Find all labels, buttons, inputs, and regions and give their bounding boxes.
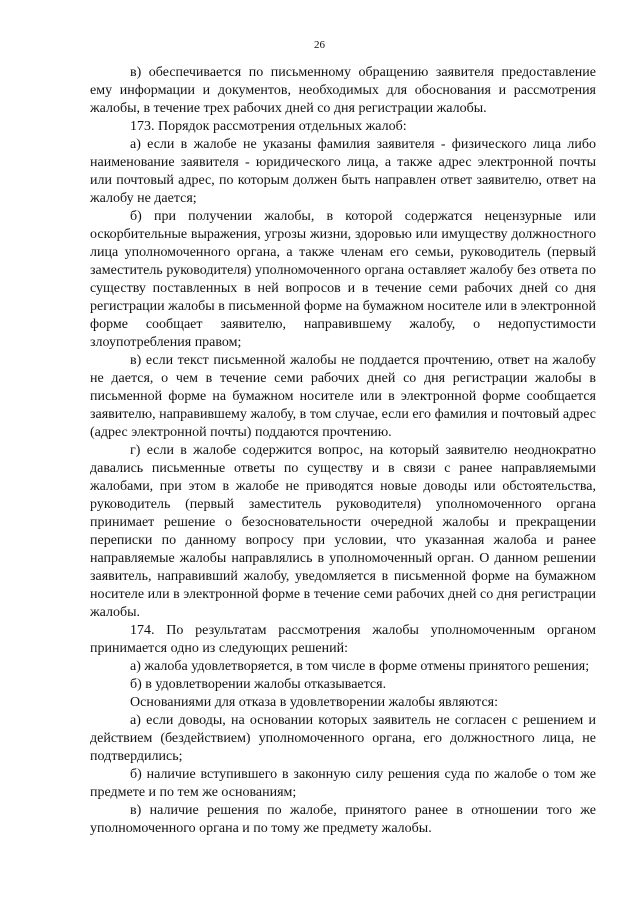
paragraph-173-v: в) если текст письменной жалобы не поддается прочтению, ответ на жалобу не дается, о чем в течение семи рабочих дней со дня регистрации жалобы в письменной форме на бумажном носителе или в электронной форме сообщается заявителю, направившему жалобу, в том случае, если его фамилия и почтовый адрес (адрес электронной почты) поддаются прочтению. [90,353,596,440]
document-body [90,64,596,838]
paragraph-refusal-b: б) наличие вступившего в законную силу решения суда по жалобе о том же предмете и по тем же основаниям; [90,767,596,800]
paragraph-173-g: г) если в жалобе содержится вопрос, на который заявителю неоднократно давались письменные ответы по существу и в связи с ранее направляемыми жалобами, при этом в жалобе не приводятся новые доводы или обстоятельства, руководитель (первый заместитель руководителя) уполномоченного органа принимает решение о безосновательности очередной жалобы и прекращении переписки по данному вопросу при условии, что указанная жалоба и ранее направляемые жалобы направлялись в уполномоченный орган. О данном решении заявитель, направивший жалобу, уведомляется в письменной форме на бумажном носителе или в электронной форме в течение семи рабочих дней со дня регистрации жалобы. [90,443,596,620]
paragraph-173-heading: 173. Порядок рассмотрения отдельных жалоб: [130,119,407,134]
paragraph-173-a: а) если в жалобе не указаны фамилия заявителя - физического лица либо наименование заявителя - юридического лица, а также адрес электронной почты или почтовый адрес, по которым должен быть направлен ответ заявителю, ответ на жалобу не дается; [90,137,596,206]
paragraph-item-v-information: в) обеспечивается по письменному обращению заявителя предоставление ему информации и документов, необходимых для обоснования и рассмотрения жалобы, в течение трех рабочих дней со дня регистрации жалобы. [90,65,596,116]
paragraph-174-a: а) жалоба удовлетворяется, в том числе в форме отмены принятого решения; [130,659,590,674]
paragraph-refusal-grounds: Основаниями для отказа в удовлетворении жалобы являются: [130,695,498,710]
paragraph-173-b: б) при получении жалобы, в которой содержатся нецензурные или оскорбительные выражения, угрозы жизни, здоровью или имуществу должностного лица уполномоченного органа, а также членам его семьи, руководитель (первый заместитель руководителя) уполномоченного органа оставляет жалобу без ответа по существу поставленных в ней вопросов и в течение семи рабочих дней со дня регистрации жалобы в письменной форме на бумажном носителе или в электронной форме сообщает заявителю, направившему жалобу, о недопустимости злоупотребления правом; [90,209,596,350]
paragraph-174-heading: 174. По результатам рассмотрения жалобы уполномоченным органом принимается одно из следующих решений: [90,623,596,656]
paragraph-refusal-v: в) наличие решения по жалобе, принятого ранее в отношении того же уполномоченного органа и по тому же предмету жалобы. [90,803,596,836]
paragraph-174-b: б) в удовлетворении жалобы отказывается. [130,677,387,692]
paragraph-refusal-a: а) если доводы, на основании которых заявитель не согласен с решением и действием (бездействием) уполномоченного органа, его должностного лица, не подтвердились; [90,713,596,764]
page-number: 26 [314,39,325,51]
